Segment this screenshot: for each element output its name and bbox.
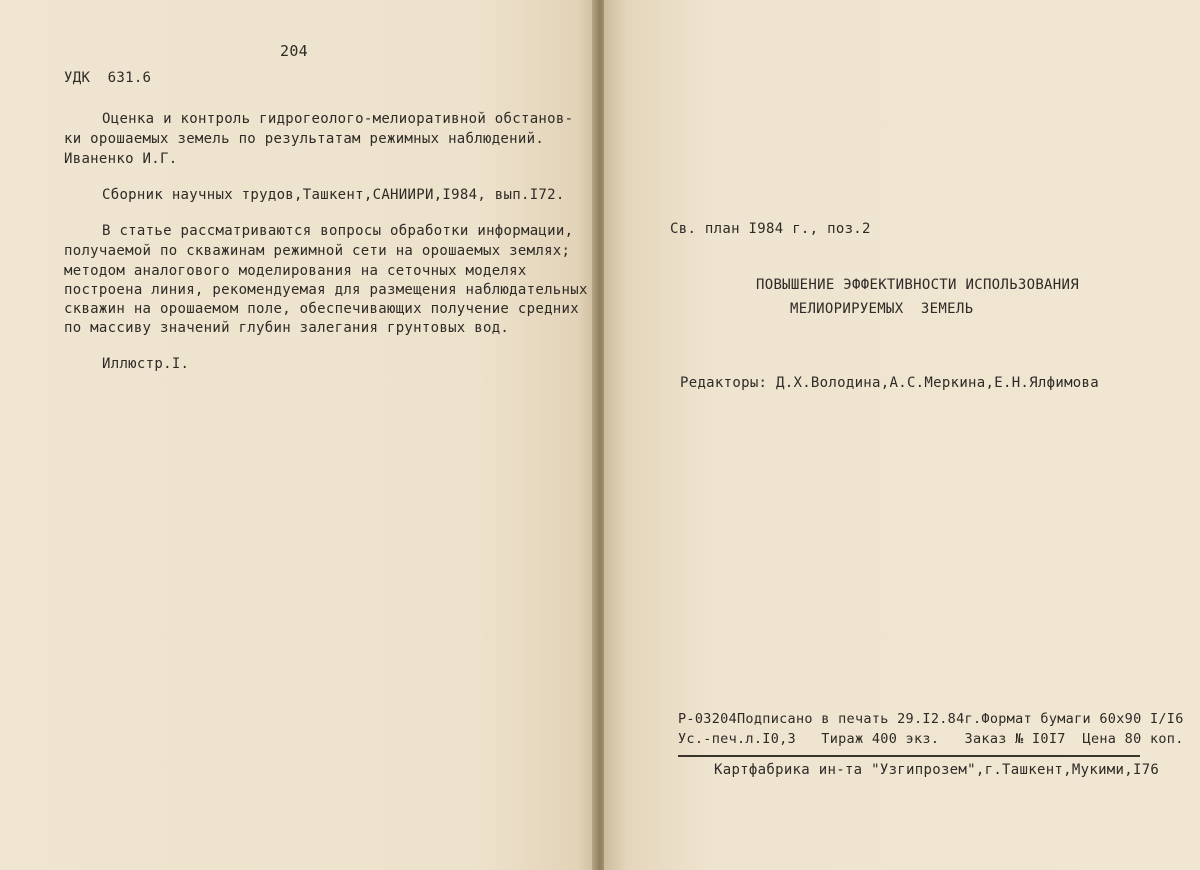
book-title-line: ПОВЫШЕНИЕ ЭФФЕКТИВНОСТИ ИСПОЛЬЗОВАНИЯ [756, 277, 1079, 293]
printer-line: Картфабрика ин-та "Узгипрозем",г.Ташкент,Мукими,I76 [714, 762, 1160, 778]
imprint-divider [678, 755, 1140, 757]
abstract-line: В статье рассматриваются вопросы обработки информации, [102, 223, 574, 239]
plan-position: Св. план I984 г., поз.2 [670, 221, 871, 237]
editors-line: Редакторы: Д.Х.Володина,А.С.Меркина,Е.Н.Ялфимова [680, 375, 1099, 391]
imprint-line: Р-03204Подписано в печать 29.I2.84г.Формат бумаги 60х90 I/I6 [678, 711, 1184, 727]
page-number: 204 [280, 42, 308, 60]
illustrations-note: Иллюстр.I. [102, 356, 190, 372]
abstract-title-line: ки орошаемых земель по результатам режимных наблюдений. [64, 131, 545, 147]
book-title-line: МЕЛИОРИРУЕМЫХ ЗЕМЕЛЬ [790, 301, 974, 317]
source-citation: Сборник научных трудов,Ташкент,САНИИРИ,I984, вып.I72. [102, 187, 565, 203]
abstract-line: получаемой по скважинам режимной сети на орошаемых землях; [64, 243, 571, 259]
udc-code: УДК 631.6 [64, 70, 152, 86]
left-page [0, 0, 596, 870]
abstract-line: по массиву значений глубин залегания грунтовых вод. [64, 320, 510, 336]
imprint-line: Ус.-печ.л.I0,3 Тираж 400 экз. Заказ № I0I7 Цена 80 коп. [678, 731, 1184, 747]
abstract-line: построена линия, рекомендуемая для размещения наблюдательных [64, 282, 588, 298]
abstract-line: методом аналогового моделирования на сеточных моделях [64, 263, 527, 279]
abstract-title-line: Оценка и контроль гидрогеолого-мелиоративной обстанов- [102, 111, 574, 127]
abstract-line: скважин на орошаемом поле, обеспечивающих получение средних [64, 301, 579, 317]
author-name: Иваненко И.Г. [64, 151, 178, 167]
right-page [604, 0, 1200, 870]
